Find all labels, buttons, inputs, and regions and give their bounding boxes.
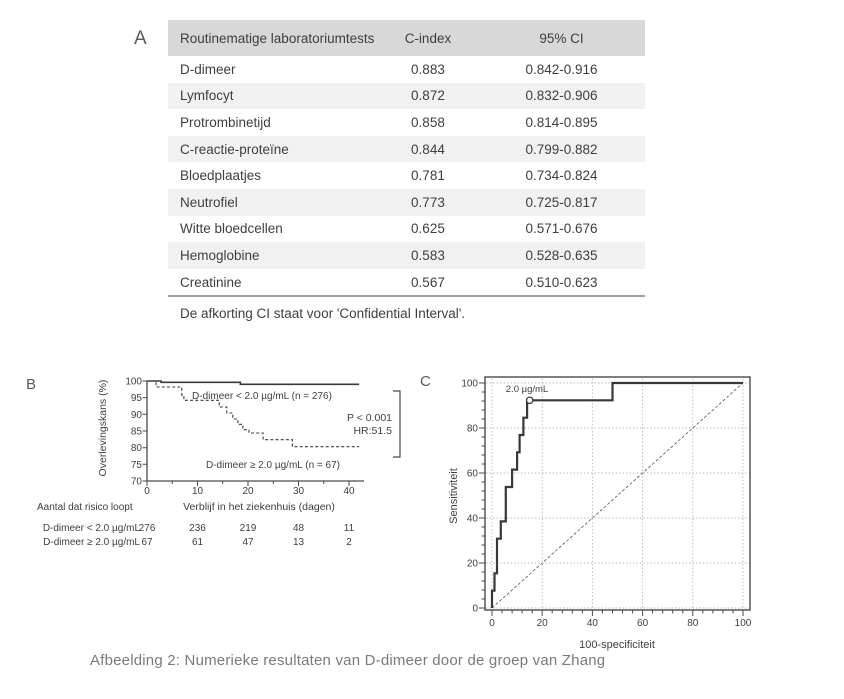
- roc-ytick-80: 80: [466, 423, 478, 435]
- km-curve-low-ddimer: [147, 381, 359, 384]
- panel-a-label: A: [134, 28, 147, 49]
- km-hazard-ratio: HR:51.5: [353, 425, 392, 437]
- roc-xtick-20: 20: [536, 618, 548, 629]
- roc-xtick-0: 0: [489, 618, 495, 629]
- table-row: [168, 56, 645, 83]
- km-curve-label-low: D-dimeer < 2.0 µg/mL (n = 276): [192, 391, 332, 402]
- km-xtick-20: 20: [242, 486, 254, 497]
- c-index-cell: 0.567: [411, 274, 445, 290]
- ci-cell: 0.725-0.817: [525, 194, 598, 210]
- c-index-cell: 0.781: [411, 168, 445, 184]
- ci-cell: 0.842-0.916: [525, 61, 598, 77]
- panel-b-label: B: [26, 376, 37, 393]
- header-95-ci: 95% CI: [539, 30, 584, 46]
- c-index-cell: 0.625: [411, 221, 445, 237]
- table-row: [168, 162, 645, 189]
- km-ytick-80: 80: [130, 443, 142, 455]
- roc-xtick-100: 100: [734, 618, 752, 629]
- risk-table-header: Aantal dat risico loopt: [37, 502, 133, 513]
- risk-row-label-high: D-dimeer ≥ 2.0 µg/mL: [43, 537, 140, 548]
- risk-value: 219: [239, 523, 257, 534]
- kaplan-meier-plot: [18, 370, 410, 555]
- ci-cell: 0.832-0.906: [525, 88, 598, 104]
- table-row: [168, 269, 645, 298]
- test-name-cell: Witte bloedcellen: [180, 221, 283, 237]
- header-c-index: C-index: [404, 30, 452, 46]
- test-name-cell: Neutrofiel: [180, 194, 238, 210]
- c-index-cell: 0.844: [411, 141, 445, 157]
- km-xtick-30: 30: [292, 486, 305, 497]
- test-name-cell: Lymfocyt: [180, 88, 234, 104]
- risk-value: 276: [138, 523, 156, 534]
- km-ytick-95: 95: [130, 393, 142, 405]
- roc-reference-diagonal: [492, 383, 743, 608]
- km-comparison-bracket: [393, 391, 400, 457]
- panel-c-label: C: [420, 373, 431, 390]
- table-row: [168, 189, 645, 216]
- figure-caption: Afbeelding 2: Numerieke resultaten van D-dimeer door de groep van Zhang: [90, 652, 606, 669]
- roc-axis-ticks: [479, 383, 743, 616]
- roc-ytick-0: 0: [472, 603, 478, 615]
- test-name-cell: C-reactie-proteïne: [180, 141, 289, 157]
- header-test-name: Routinematige laboratoriumtests: [180, 30, 375, 46]
- roc-plot: [420, 370, 844, 662]
- km-x-axis-title: Verblijf in het ziekenhuis (dagen): [183, 501, 335, 513]
- test-name-cell: Creatinine: [180, 274, 242, 290]
- roc-ytick-60: 60: [466, 468, 478, 480]
- table-row: [168, 83, 645, 110]
- km-ytick-90: 90: [130, 409, 142, 421]
- ci-cell: 0.799-0.882: [525, 141, 598, 157]
- test-name-cell: Hemoglobine: [180, 247, 260, 263]
- roc-cutoff-label: 2.0 µg/mL: [505, 384, 549, 395]
- risk-value: 236: [189, 523, 206, 534]
- km-xtick-0: 0: [144, 486, 150, 497]
- test-name-cell: Bloedplaatjes: [180, 168, 262, 184]
- roc-ytick-100: 100: [461, 378, 478, 390]
- test-name-cell: D-dimeer: [180, 61, 236, 77]
- ci-cell: 0.814-0.895: [525, 114, 598, 130]
- ci-cell: 0.571-0.676: [525, 221, 598, 237]
- roc-ytick-20: 20: [466, 558, 478, 570]
- km-xtick-40: 40: [343, 486, 355, 497]
- km-ytick-100: 100: [125, 376, 142, 388]
- c-index-cell: 0.858: [411, 114, 445, 130]
- km-ytick-70: 70: [130, 476, 142, 488]
- c-index-cell: 0.883: [411, 61, 445, 77]
- risk-value: 11: [343, 523, 355, 534]
- km-ytick-85: 85: [130, 426, 142, 438]
- table-header-row: [168, 20, 645, 56]
- risk-value: 47: [242, 537, 254, 548]
- roc-y-axis-title: Sensitiviteit: [448, 468, 460, 524]
- roc-cutoff-marker: [527, 397, 533, 403]
- table-row: [168, 136, 645, 163]
- table-footnote: De afkorting CI staat voor 'Confidential Interval'.: [180, 306, 466, 322]
- risk-value: 13: [292, 537, 305, 548]
- table-row: [168, 109, 645, 136]
- risk-value: 2: [346, 537, 352, 548]
- c-index-cell: 0.773: [411, 194, 445, 210]
- table-row: [168, 242, 645, 269]
- c-index-cell: 0.583: [411, 247, 445, 263]
- km-ytick-75: 75: [130, 459, 142, 471]
- risk-value: 48: [292, 523, 305, 534]
- risk-row-label-low: D-dimeer < 2.0 µg/mL: [42, 523, 140, 534]
- roc-plot-border: [485, 377, 750, 610]
- roc-xtick-80: 80: [687, 618, 699, 629]
- lab-results-table: [168, 20, 645, 321]
- c-index-cell: 0.872: [411, 88, 445, 104]
- roc-x-axis-title: 100-specificiteit: [579, 639, 655, 651]
- ci-cell: 0.510-0.623: [525, 274, 598, 290]
- km-curve-label-high: D-dimeer ≥ 2.0 µg/mL (n = 67): [206, 460, 340, 471]
- km-xtick-10: 10: [191, 486, 204, 497]
- test-name-cell: Protrombinetijd: [180, 114, 271, 130]
- km-y-axis-ticks: [143, 381, 148, 481]
- km-p-value: P < 0.001: [346, 412, 392, 424]
- km-y-axis-title: Overlevingskans (%): [97, 379, 109, 477]
- roc-xtick-40: 40: [586, 618, 598, 629]
- ci-cell: 0.528-0.635: [525, 247, 598, 263]
- roc-ytick-40: 40: [466, 513, 478, 525]
- risk-value: 67: [141, 537, 153, 548]
- table-row: [168, 216, 645, 243]
- ci-cell: 0.734-0.824: [525, 168, 598, 184]
- roc-xtick-60: 60: [637, 618, 649, 629]
- risk-value: 61: [191, 537, 204, 548]
